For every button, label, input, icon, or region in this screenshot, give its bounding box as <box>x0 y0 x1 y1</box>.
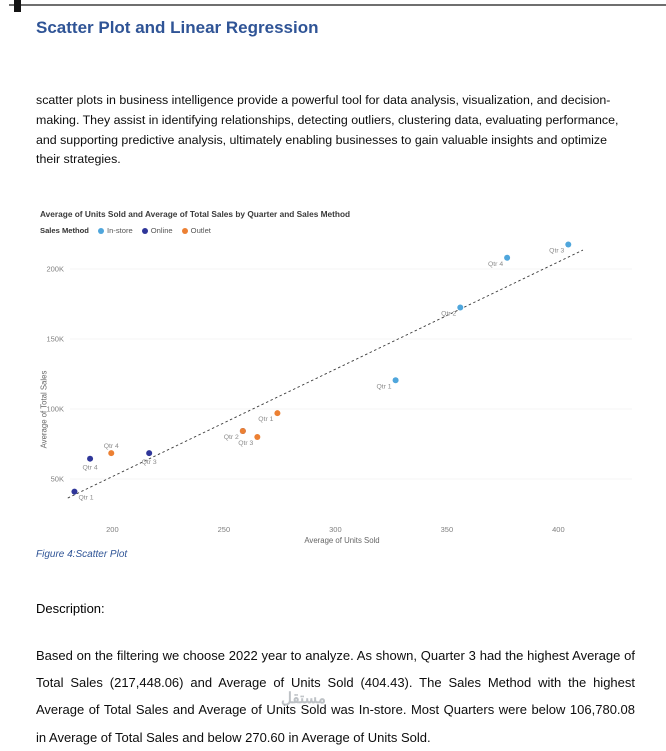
data-point-online-qtr-3 <box>146 450 152 456</box>
description-label: Description: <box>36 601 105 616</box>
page-top-border <box>9 4 666 6</box>
legend-label: Online <box>150 226 173 235</box>
y-tick-label: 200K <box>46 264 64 274</box>
legend-dot-icon <box>142 228 148 234</box>
description-paragraph: Based on the filtering we choose 2022 year to analyze. As shown, Quarter 3 had the highest Average of Total Sales (217,448.06) and Average of Units Sold (404.43). The Sales Method with the highest Average of Total Sales and Average of Units Sold was In-store. Most Quarters were below 106,780.08 in Average of Total Sales and below 270.60 in Average of Units Sold. <box>36 648 635 745</box>
point-label: Qtr 3 <box>141 459 157 467</box>
data-point-online-qtr-4 <box>87 456 93 462</box>
legend-dot-icon <box>98 228 104 234</box>
x-axis-title: Average of Units Sold <box>304 536 380 545</box>
data-point-online-qtr-1 <box>71 489 77 495</box>
point-label: Qtr 4 <box>103 443 119 451</box>
page-title: Scatter Plot and Linear Regression <box>36 18 319 37</box>
x-tick-label: 300 <box>329 525 342 534</box>
intro-paragraph: scatter plots in business intelligence provide a powerful tool for data analysis, visualization, and decision-making. They assist in identifying relationships, detecting outliers, clustering data, evaluating performance, and supporting predictive analysis, ultimately enabling businesses to gain valuable insights and optimize their strategies. <box>36 93 619 167</box>
x-tick-label: 350 <box>440 525 454 534</box>
chart-legend <box>40 226 650 235</box>
point-label: Qtr 3 <box>549 247 565 255</box>
scatter-chart-figure <box>36 209 650 545</box>
legend-title: Sales Method <box>40 226 89 235</box>
y-tick-label: 150K <box>46 334 64 344</box>
watermark: مستقل <box>281 690 326 707</box>
point-label: Qtr 1 <box>376 383 392 391</box>
point-label: Qtr 1 <box>78 494 94 502</box>
point-label: Qtr 2 <box>441 310 457 318</box>
plot-area <box>36 239 650 535</box>
x-tick-label: 250 <box>217 525 231 534</box>
y-tick-label: 100K <box>46 404 64 414</box>
y-axis-title: Average of Total Sales <box>39 370 49 449</box>
chart-title: Average of Units Sold and Average of Total Sales by Quarter and Sales Method <box>40 209 351 219</box>
figure-caption: Figure 4:Scatter Plot <box>36 549 128 560</box>
legend-item-in-store <box>98 226 133 235</box>
legend-label: Outlet <box>190 226 211 235</box>
point-label: Qtr 4 <box>488 260 504 268</box>
point-label: Qtr 1 <box>258 416 274 424</box>
page-corner-mark <box>14 0 21 12</box>
x-tick-label: 200 <box>106 525 119 534</box>
scatter-plot-svg <box>36 239 648 535</box>
point-label: Qtr 4 <box>82 464 98 472</box>
legend-item-outlet <box>182 226 211 235</box>
data-point-in-store-qtr-1 <box>393 377 399 383</box>
point-label: Qtr 3 <box>238 439 254 447</box>
data-point-in-store-qtr-3 <box>565 242 571 248</box>
y-tick-label: 50K <box>50 474 64 484</box>
data-point-outlet-qtr-2 <box>240 428 246 434</box>
data-point-outlet-qtr-1 <box>274 410 280 416</box>
data-point-outlet-qtr-3 <box>254 434 260 440</box>
x-tick-label: 400 <box>552 525 565 534</box>
legend-item-online <box>142 226 173 235</box>
data-point-in-store-qtr-4 <box>504 255 510 261</box>
data-point-in-store-qtr-2 <box>457 304 463 310</box>
legend-label: In-store <box>106 226 133 235</box>
chart-legend-items <box>98 226 211 235</box>
point-label: Qtr 2 <box>223 433 239 441</box>
data-point-outlet-qtr-4 <box>108 450 114 456</box>
legend-dot-icon <box>182 228 188 234</box>
